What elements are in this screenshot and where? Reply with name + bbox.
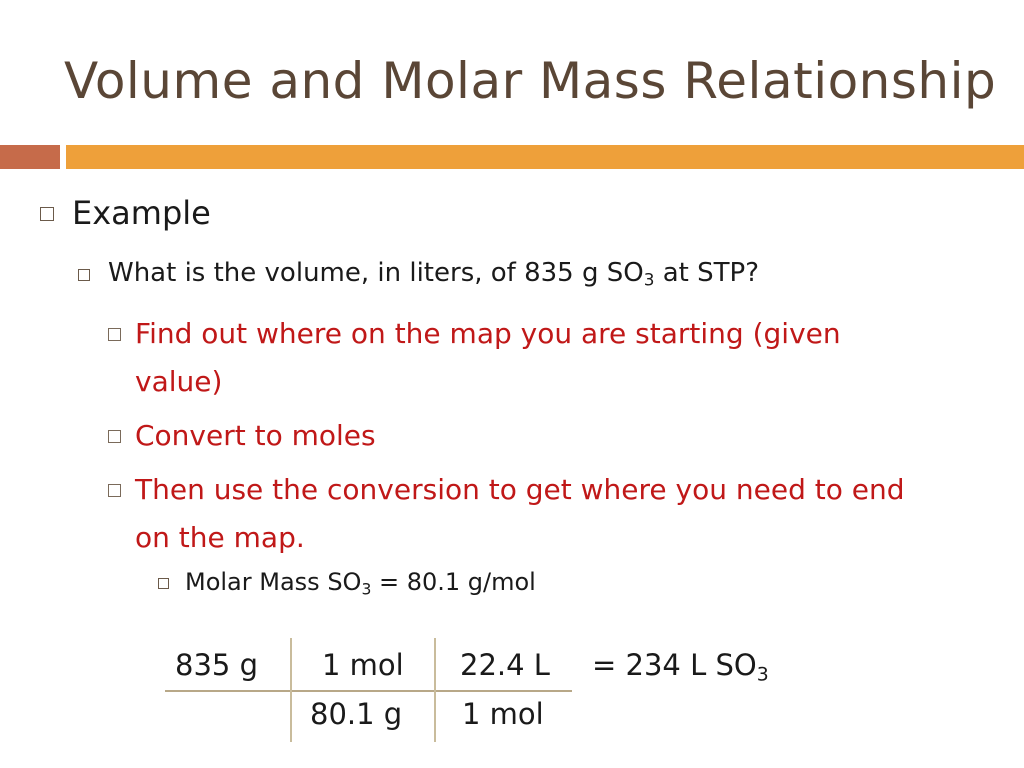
numerator-2: 22.4 L	[460, 648, 550, 682]
bullet-step-3	[108, 472, 948, 562]
bullet-example	[40, 194, 211, 232]
bullet-molar-mass	[158, 568, 536, 599]
bullet-step-1	[108, 316, 948, 406]
question-text: What is the volume, in liters, of 835 g $SO_3$ at STP?	[108, 258, 759, 290]
bullet-label: Example	[72, 194, 211, 232]
column-divider	[290, 638, 292, 742]
bullet-box-icon	[108, 328, 121, 341]
denominator-1: 80.1 g	[310, 697, 403, 731]
step-text: Convert to moles	[135, 419, 376, 452]
bullet-step-2	[108, 418, 376, 460]
accent-bar-right	[66, 145, 1024, 169]
column-divider	[434, 638, 436, 742]
numerator-1: 1 mol	[322, 648, 404, 682]
bullet-box-icon	[108, 484, 121, 497]
molar-mass-text: Molar Mass $SO_3 = 80.1$ g/mol	[185, 568, 536, 599]
slide-title: Volume and Molar Mass Relationship	[64, 52, 997, 110]
bullet-question	[78, 258, 759, 288]
fraction-line	[165, 690, 572, 692]
denominator-2: 1 mol	[462, 697, 544, 731]
step-text: Then use the conversion to get where you need to end on the map.	[135, 473, 905, 554]
bullet-box-icon	[158, 578, 169, 589]
step-text: Find out where on the map you are starting (given value)	[135, 317, 841, 398]
bullet-box-icon	[78, 269, 90, 281]
bullet-box-icon	[108, 430, 121, 443]
given-value: 835 g	[175, 648, 258, 682]
bullet-box-icon	[40, 207, 54, 221]
accent-bar-left	[0, 145, 60, 169]
result: = 234 L $SO_3$	[592, 648, 769, 686]
